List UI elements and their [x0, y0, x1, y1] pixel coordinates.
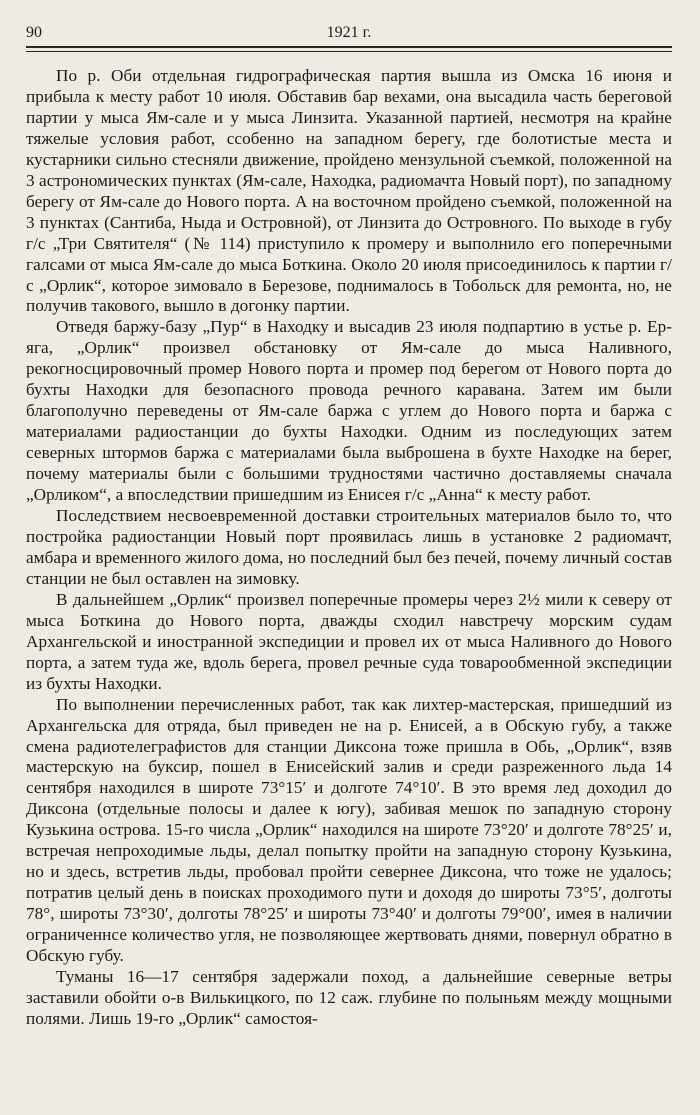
- paragraph: Последствием несвоевременной доставки строительных материалов было то, что постройка радиостанции Новый порт проявилась лишь в установке 2 радиомачт, амбара и временного жилого дома, но последний был без печей, почему личный состав станции не был оставлен на зимовку.: [26, 506, 672, 588]
- paragraph: По выполнении перечисленных работ, так как лихтер-мастерская, пришедший из Архангельска для отряда, был приведен не на р. Енисей, а в Обскую губу, а также смена радиотелеграфистов для станции Диксона тоже пришла в Обь, „Орлик“, взяв мастерскую на буксир, пошел в Енисейский залив и среди разреженного льда 14 сентября находился в широте 73°15′ и долготе 74°10′. В это время лед доходил до Диксона (отдельные полосы и далее к югу), забивая мешок по западную сторону Кузькина острова. 15-го числа „Орлик“ находился на широте 73°20′ и долготе 78°25′ и, встречая непроходимые льды, делал попытку пройти на западную сторону Кузькина, но и здесь, встретив льды, пробовал пройти севернее Диксона, что тоже не удалось; потратив целый день в поисках проходимого пути и доходя до широты 73°5′, долготы 78°, широты 73°30′, долготы 78°25′ и широты 73°40′ и долготы 79°00′, имея в наличии ограниченнсе количество угля, не позволяющее жертвовать днями, повернул обратно в Обскую губу.: [26, 694, 672, 966]
- paragraph: Отведя баржу-базу „Пур“ в Находку и высадив 23 июля подпартию в устье р. Ер-яга, „Орлик“ произвел обстановку от Ям-сале до мыса Наливного, рекогносцировочный промер Нового порта и промер под берегом от Нового порта до бухты Находки для безопасного провода речного каравана. Затем им были благополучно переведены от Ям-сале баржа с углем до Нового порта и баржа с материалами радиостанции до бухты Находки. Одним из последующих затем северных штормов баржа с материалами была выброшена в бухте Находке на берег, почему материалы были с большими трудностями частично доставляемы сначала „Орликом“, а впоследствии пришедшим из Енисея г/с „Анна“ к месту работ.: [26, 317, 672, 505]
- paragraph: Туманы 16—17 сентября задержали поход, а дальнейшие северные ветры заставили обойти о-в Вилькицкого, по 12 саж. глубине по полыньям между мощными полями. Лишь 19-го „Орлик“ самостоя-: [26, 966, 672, 1028]
- running-head-year: 1921 г.: [326, 24, 372, 41]
- paragraph: В дальнейшем „Орлик“ произвел поперечные промеры через 2½ мили к северу от мыса Боткина до Нового порта, дважды сходил навстречу морским судам Архангельской и иностранной экспедиции и провел их от мыса Наливного до Нового порта, а затем туда же, вдоль берега, провел речные суда товарообменной экспедиции из бухты Находки.: [26, 589, 672, 693]
- header-rule: [26, 51, 672, 52]
- running-head: [26, 22, 672, 48]
- page-number: 90: [26, 24, 42, 41]
- body-text: [26, 66, 672, 1030]
- paragraph: По р. Оби отдельная гидрографическая партия вышла из Омска 16 июня и прибыла к месту работ 10 июля. Обставив бар вехами, она высадила часть береговой партии у мыса Ям-сале и у мыса Линзита. Указанной партией, несмотря на крайне тяжелые условия работ, ссобенно на западном берегу, где болотистые места и кустарники сильно стесняли движение, пройдено мензульной съемкой, положенной на 3 астрономических пунктах (Ям-сале, Находка, радиомачта Новый порт), по западному берегу от Ям-сале до Нового порта. А на восточном пройдено съемкой, положенной на 3 пунктах (Сантиба, Ныда и Островной), от Линзита до Островного. По выходе в губу г/с „Три Святителя“ (№ 114) приступило к промеру и выполнило его поперечными галсами от мыса Ям-сале до мыса Боткина. Около 20 июля присоединилось к партии г/с „Орлик“, которое зимовало в Березове, поднималось в Тобольск для ремонта, но, не получив такового, вышло в догонку партии.: [26, 66, 672, 316]
